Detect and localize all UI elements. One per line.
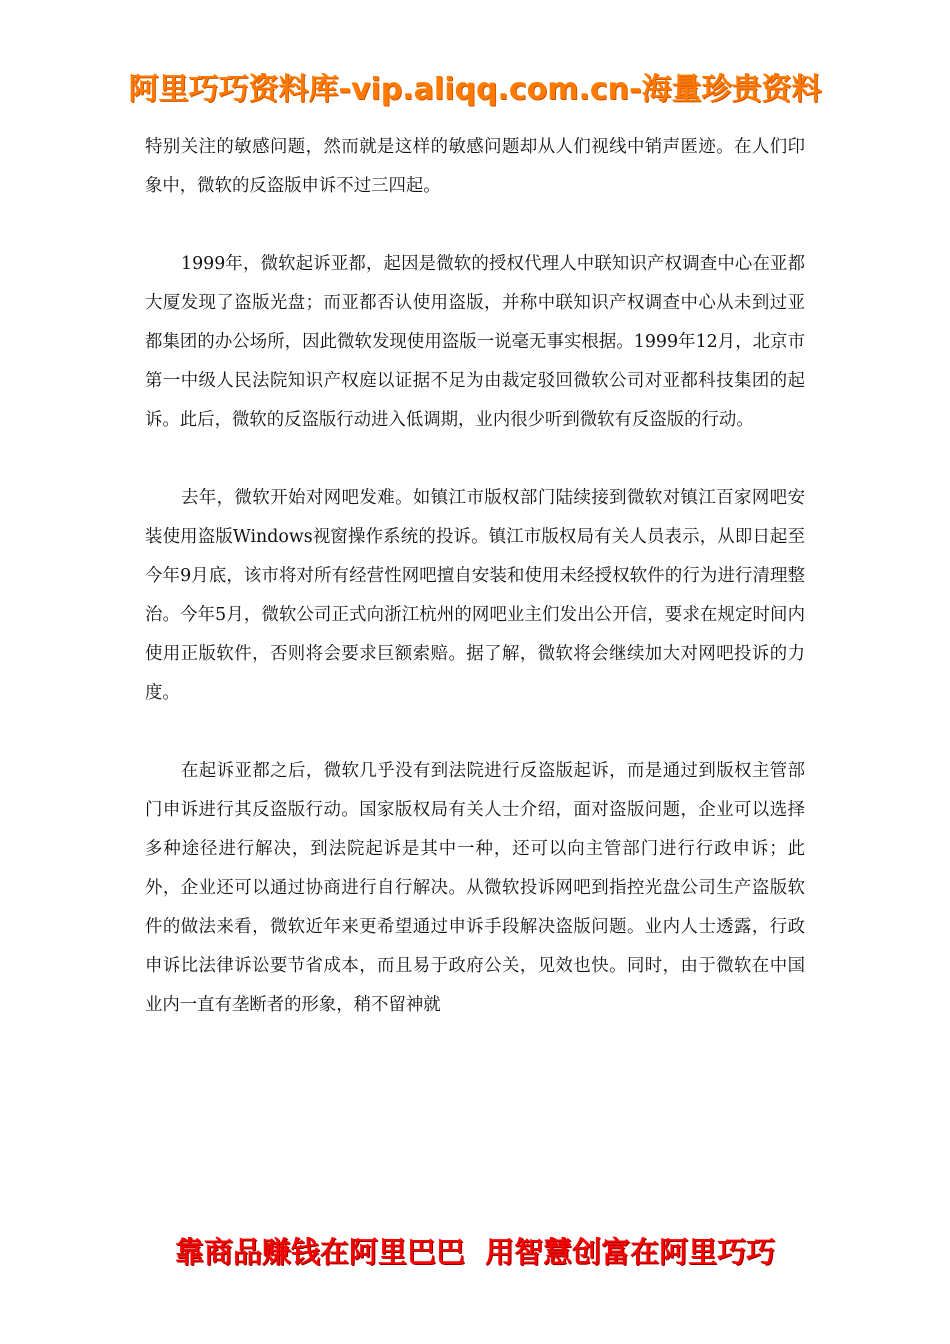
paragraph-4: 在起诉亚都之后，微软几乎没有到法院进行反盗版起诉，而是通过到版权主管部门申诉进行其反盗版行动。国家版权局有关人士介绍，面对盗版问题，企业可以选择多种途径进行解决，到法院起诉是其中一种，还可以向主管部门进行行政申诉；此外，企业还可以通过协商进行自行解决。从微软投诉网吧到指控光盘公司生产盗版软件的做法来看，微软近年来更希望通过申诉手段解决盗版问题。业内人士透露，行政申诉比法律诉讼要节省成本，而且易于政府公关，见效也快。同时，由于微软在中国业内一直有垄断者的形象，稍不留神就 — [145, 761, 805, 1015]
paragraph-gap — [145, 440, 805, 479]
footer-banner: 靠商品赚钱在阿里巴巴 用智慧创富在阿里巧巧 — [174, 1235, 776, 1269]
paragraph-3: 去年，微软开始对网吧发难。如镇江市版权部门陆续接到微软对镇江百家网吧安装使用盗版Windows视窗操作系统的投诉。镇江市版权局有关人员表示，从即日起至今年9月底，该市将对所有经营性网吧擅自安装和使用未经授权软件的行为进行清理整治。今年5月，微软公司正式向浙江杭州的网吧业主们发出公开信，要求在规定时间内使用正版软件，否则将会要求巨额索赔。据了解，微软将会继续加大对网吧投诉的力度。 — [145, 488, 805, 703]
paragraph-2: 1999年，微软起诉亚都，起因是微软的授权代理人中联知识产权调查中心在亚都大厦发现了盗版光盘；而亚都否认使用盗版，并称中联知识产权调查中心从未到过亚都集团的办公场所，因此微软发现使用盗版一说毫无事实根据。1999年12月，北京市第一中级人民法院知识产权庭以证据不足为由裁定驳回微软公司对亚都科技集团的起诉。此后，微软的反盗版行动进入低调期，业内很少听到微软有反盗版的行动。 — [145, 254, 805, 430]
document-body — [145, 128, 805, 1025]
paragraph-gap — [145, 206, 805, 245]
header-banner: 阿里巧巧资料库-vip.aliqq.com.cn-海量珍贵资料 — [128, 72, 822, 107]
paragraph-gap — [145, 713, 805, 752]
paragraph-1: 特别关注的敏感问题，然而就是这样的敏感问题却从人们视线中销声匿迹。在人们印象中，微软的反盗版申诉不过三四起。 — [145, 137, 805, 196]
